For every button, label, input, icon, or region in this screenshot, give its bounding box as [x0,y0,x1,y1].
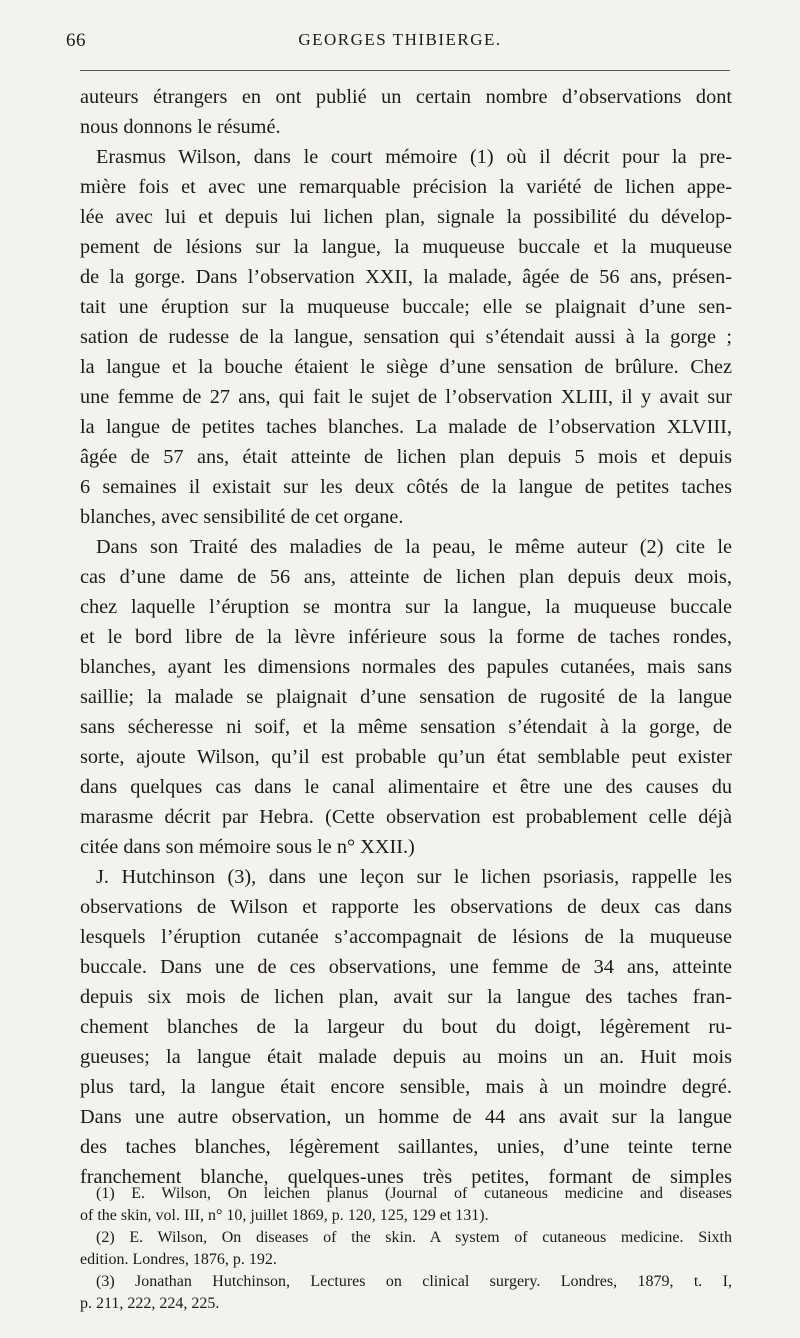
text-line: nous donnons le résumé. [80,116,281,138]
text-line: lesquels l’éruption cutanée s’accompagnait de lésions de la muqueuse [80,926,732,948]
text-line: J. Hutchinson (3), dans une leçon sur le lichen psoriasis, rappelle les [96,866,732,888]
text-line: buccale. Dans une de ces observations, une femme de 34 ans, atteinte [80,956,732,978]
text-line: chez laquelle l’éruption se montra sur la langue, la muqueuse buccale [80,596,732,618]
text-line: sans sécheresse ni soif, et la même sensation s’étendait à la gorge, de [80,716,732,738]
text-line: cas d’une dame de 56 ans, atteinte de lichen plan depuis deux mois, [80,566,732,588]
text-line: lée avec lui et depuis lui lichen plan, signale la possibilité du dévelop- [80,206,732,228]
footnotes [80,1183,732,1315]
text-line: citée dans son mémoire sous le n° XXII.) [80,836,415,858]
footnote-line: of the skin, vol. III, n° 10, juillet 1869, p. 120, 125, 129 et 131). [80,1207,489,1224]
footnote-line: edition. Londres, 1876, p. 192. [80,1251,277,1268]
text-line: Dans son Traité des maladies de la peau, le même auteur (2) cite le [96,536,732,558]
text-line: 6 semaines il existait sur les deux côtés de la langue de petites taches [80,476,732,498]
text-line: blanches, ayant les dimensions normales des papules cutanées, mais sans [80,656,732,678]
text-line: pement de lésions sur la langue, la muqueuse buccale et la muqueuse [80,236,732,258]
text-line: franchement blanche, quelques-unes très petites, formant de simples [80,1166,732,1188]
text-line: de la gorge. Dans l’observation XXII, la malade, âgée de 56 ans, présen- [80,266,732,288]
text-line: tait une éruption sur la muqueuse buccale; elle se plaignait d’une sen- [80,296,732,318]
text-line: depuis six mois de lichen plan, avait sur la langue des taches fran- [80,986,732,1008]
text-line: des taches blanches, légèrement saillantes, unies, d’une teinte terne [80,1136,732,1158]
footnote-line: (1) E. Wilson, On leichen planus (Journal of cutaneous medicine and diseases [96,1185,732,1202]
footnote-line: (2) E. Wilson, On diseases of the skin. A system of cutaneous medicine. Sixth [96,1229,732,1246]
footnote-line: p. 211, 222, 224, 225. [80,1295,220,1312]
text-line: saillie; la malade se plaignait d’une sensation de rugosité de la langue [80,686,732,708]
text-line: blanches, avec sensibilité de cet organe. [80,506,404,528]
text-line: plus tard, la langue était encore sensible, mais à un moindre degré. [80,1076,732,1098]
text-line: sation de rudesse de la langue, sensation qui s’étendait aussi à la gorge ; [80,326,732,348]
text-line: la langue et la bouche étaient le siège d’une sensation de brûlure. Chez [80,356,732,378]
header-rule [80,70,730,71]
text-line: observations de Wilson et rapporte les observations de deux cas dans [80,896,732,918]
text-line: et le bord libre de la lèvre inférieure sous la forme de taches rondes, [80,626,732,648]
text-line: une femme de 27 ans, qui fait le sujet de l’observation XLIII, il y avait sur [80,386,732,408]
text-line: auteurs étrangers en ont publié un certain nombre d’observations dont [80,86,732,108]
text-line: la langue de petites taches blanches. La malade de l’observation XLVIII, [80,416,732,438]
body-text [80,82,732,1192]
text-line: marasme décrit par Hebra. (Cette observation est probablement celle déjà [80,806,732,828]
text-line: mière fois et avec une remarquable précision la variété de lichen appe- [80,176,732,198]
text-line: chement blanches de la largeur du bout du doigt, légèrement ru- [80,1016,732,1038]
text-line: Dans une autre observation, un homme de 44 ans avait sur la langue [80,1106,732,1128]
text-line: gueuses; la langue était malade depuis au moins un an. Huit mois [80,1046,732,1068]
text-line: âgée de 57 ans, était atteinte de lichen plan depuis 5 mois et depuis [80,446,732,468]
running-title: GEORGES THIBIERGE. [298,30,502,49]
page-number: 66 [66,30,86,51]
text-line: sorte, ajoute Wilson, qu’il est probable qu’un état semblable peut exister [80,746,732,768]
running-head [0,30,800,60]
text-line: Erasmus Wilson, dans le court mémoire (1) où il décrit pour la pre- [96,146,732,168]
footnote-line: (3) Jonathan Hutchinson, Lectures on clinical surgery. Londres, 1879, t. I, [96,1273,732,1290]
text-line: dans quelques cas dans le canal alimentaire et être une des causes du [80,776,732,798]
